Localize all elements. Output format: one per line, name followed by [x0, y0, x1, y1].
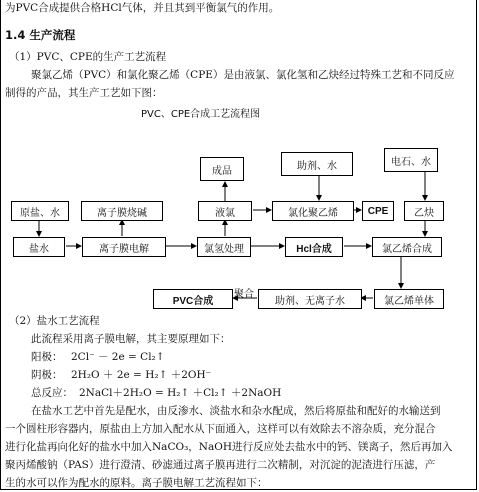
paragraph-3-line-2: 一个圆柱形容器内，原盐由上方加入配水从下面通入，这样可以有效除去不溶杂质，充分混合 — [5, 423, 436, 435]
subsection-2-title: （2）盐水工艺流程 — [9, 315, 100, 327]
diagram-title: PVC、CPE合成工艺流程图 — [141, 109, 261, 120]
node-lizimo-dianjie: 离子膜电解 — [82, 237, 166, 257]
node-cpe: CPE — [362, 201, 394, 221]
node-chengpin: 成品 — [200, 157, 244, 181]
cathode-equation: 2H₂O ＋ 2e = H₂↑ ＋2OH⁻ — [71, 369, 212, 381]
node-yanshui: 盐水 — [13, 237, 65, 257]
paragraph-3-line-5: 生的水可以作为配水的原料。离子膜电解工艺流程如下： — [5, 477, 268, 489]
node-lvqing-chuli: 氯氢处理 — [197, 237, 251, 257]
node-lizimo-shaojian: 离子膜烧碱 — [81, 201, 163, 221]
total-reaction-label: 总反应： — [31, 387, 73, 399]
node-yuanyan-shui: 原盐、水 — [11, 201, 69, 221]
paragraph-3-line-3: 进行化盐再向化好的盐水中加入NaCO₃，NaOH进行反应处去盐水中的钙、镁离子，然后再加入 — [5, 441, 453, 453]
edge-label-juhe: 聚合 — [234, 289, 254, 300]
paragraph-1-line-1: 聚氯乙烯（PVC）和氯化聚乙烯（CPE）是由液氯、氯化氢和乙炔经过特殊工艺和不同反应 — [31, 69, 455, 81]
paragraph-3-line-1: 在盐水工艺中首先是配水，由反渗水、淡盐水和杂水配成，然后将原盐和配好的水输送到 — [31, 405, 441, 417]
paragraph-1-line-2: 制得的产品，其生产工艺如下图： — [5, 87, 163, 99]
subsection-1-title: （1）PVC、CPE的生产工艺流程 — [9, 51, 167, 63]
section-heading: 1.4 生产流程 — [5, 28, 76, 42]
anode-equation: 2Cl⁻ － 2e = Cl₂↑ — [71, 351, 165, 363]
cathode-label: 阴极： — [31, 369, 63, 381]
node-pvc-hecheng: PVC合成 — [153, 289, 233, 309]
node-zhuji-shui: 助剂、水 — [281, 152, 353, 176]
node-lvyixi-danti: 氯乙烯单体 — [374, 289, 444, 309]
paragraph-3-line-4: 聚丙烯酸钠（PAS）进行澄清、砂滤通过离子膜再进行二次精制，对沉淀的泥渣进行压滤，产 — [5, 459, 436, 471]
total-reaction-equation: 2NaCl＋2H₂O = H₂↑ ＋Cl₂↑ ＋2NaOH — [79, 387, 282, 399]
anode-label: 阳极： — [31, 351, 63, 363]
node-zhuji-wulizishui: 助剂、无离子水 — [258, 289, 362, 309]
paragraph-2: 此流程采用离子膜电解，其主要原理如下： — [31, 333, 231, 345]
intro-line: 为PVC合成提供合格HCl气体，并且其到平衡氯气的作用。 — [5, 2, 280, 14]
node-lvyixi-hecheng: 氯乙烯合成 — [372, 237, 442, 257]
node-dianshi-shui: 电石、水 — [384, 148, 438, 172]
node-lvhua-juyixi: 氯化聚乙烯 — [272, 201, 354, 221]
node-yelv: 液氯 — [198, 201, 252, 221]
node-hcl-hecheng: Hcl合成 — [285, 237, 343, 257]
node-yigui: 乙炔 — [404, 201, 444, 221]
